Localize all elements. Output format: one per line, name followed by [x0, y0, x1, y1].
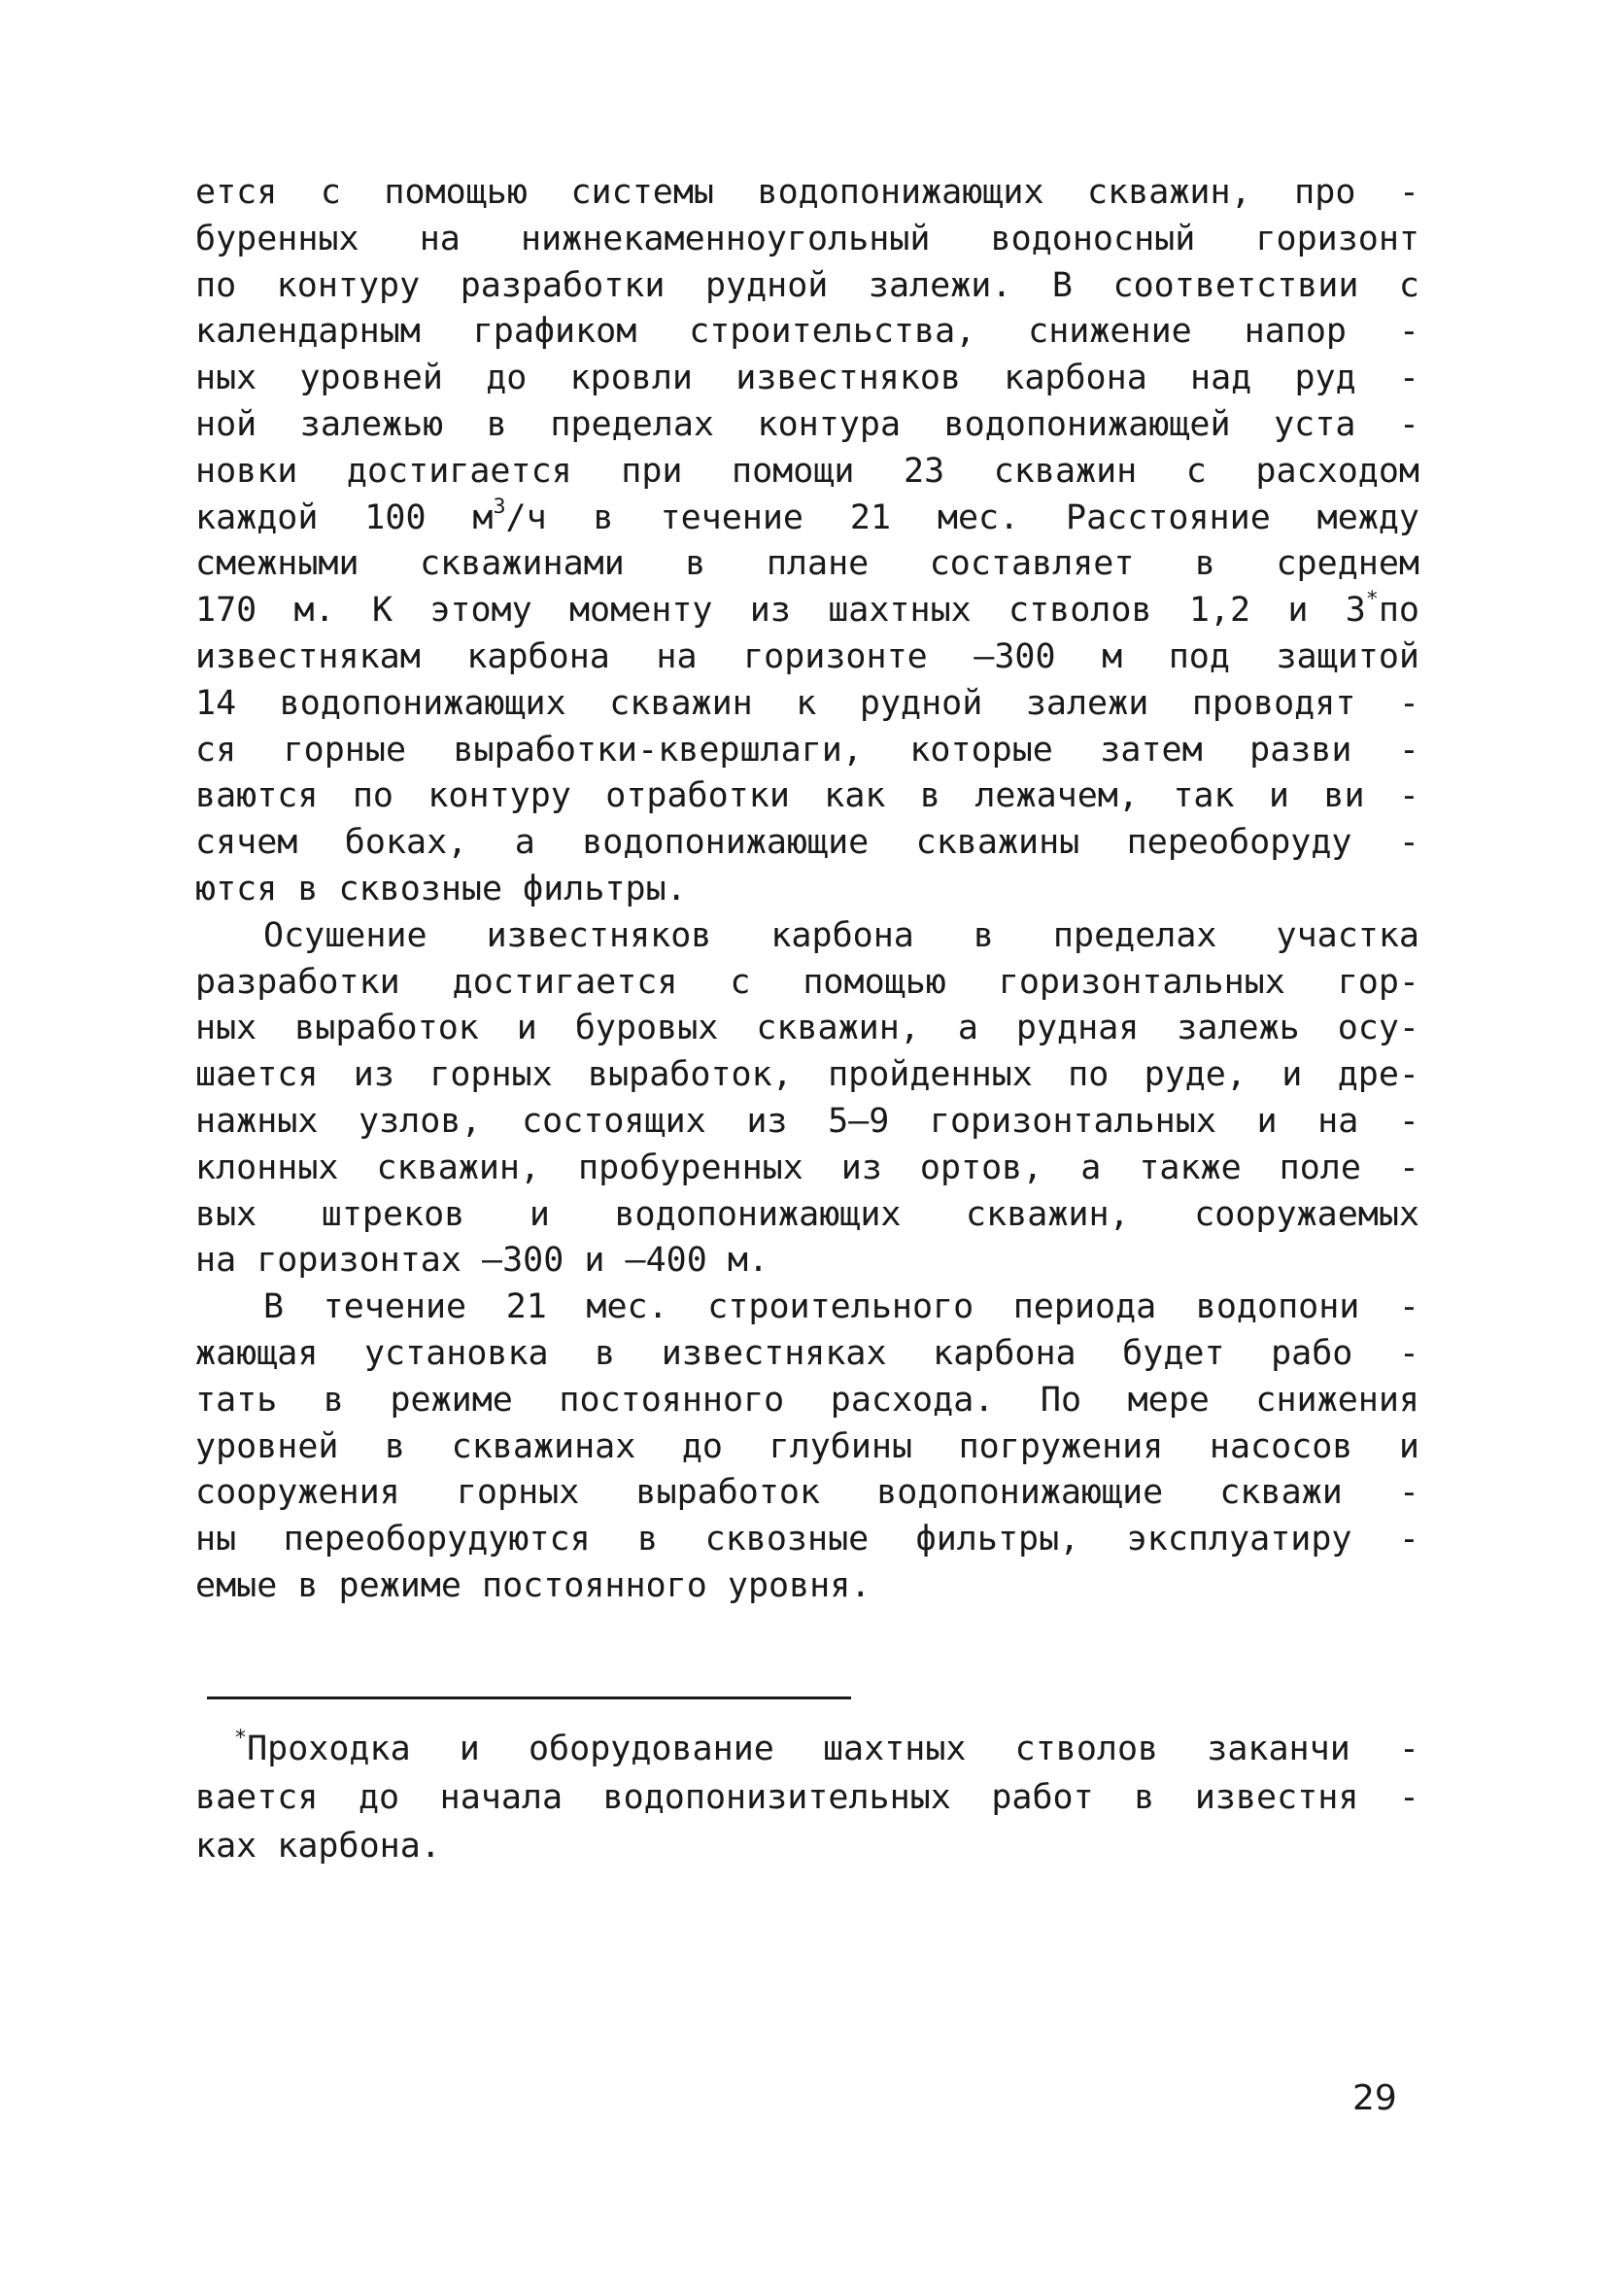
text-fragment: по: [1378, 591, 1419, 631]
text-line: ются в сквозные фильтры.: [195, 869, 687, 908]
text-line: ся горные выработки-квершлаги, которые затем разви -: [195, 730, 1419, 770]
footnote-marker: *: [1365, 587, 1379, 612]
text-line: [195, 496, 1419, 542]
text-line: шается из горных выработок, пройденных по руде, и дре-: [195, 1055, 1419, 1095]
text-line: новки достигается при помощи 23 скважин с расходом: [195, 451, 1419, 491]
text-line: В течение 21 мес. строительного периода водопони -: [263, 1287, 1419, 1327]
main-text: [195, 170, 1419, 1610]
footnote-divider: [207, 1696, 851, 1699]
text-line: клонных скважин, пробуренных из ортов, а также поле -: [195, 1148, 1419, 1187]
text-line: ной залежью в пределах контура водопонижающей уста -: [195, 404, 1419, 444]
superscript: 3: [493, 494, 506, 519]
text-line: жающая установка в известняках карбона будет рабо -: [195, 1333, 1419, 1373]
text-line: уровней в скважинах до глубины погружения насосов и: [195, 1426, 1419, 1466]
text-line: смежными скважинами в плане составляет в среднем: [195, 544, 1419, 584]
text-line: на горизонтах –300 и –400 м.: [195, 1241, 769, 1281]
text-line: известнякам карбона на горизонте –300 м под защитой: [195, 636, 1419, 676]
text-line: по контуру разработки рудной залежи. В соответствии с: [195, 265, 1419, 305]
text-line: нажных узлов, состоящих из 5–9 горизонтальных и на -: [195, 1101, 1419, 1141]
text-fragment: Проходка и оборудование шахтных стволов заканчи -: [247, 1730, 1419, 1768]
text-line: [195, 588, 1419, 634]
text-line: ны переоборудуются в сквозные фильтры, эксплуатиру -: [195, 1520, 1419, 1559]
text-line: разработки достигается с помощью горизонтальных гор-: [195, 962, 1419, 1002]
text-line: емые в режиме постоянного уровня.: [195, 1565, 871, 1605]
text-line: календарным графиком строительства, снижение напор -: [195, 312, 1419, 352]
text-line: сооружения горных выработок водопонижающие скважи -: [195, 1473, 1419, 1513]
page-number: 29: [1352, 2078, 1397, 2118]
text-fragment: каждой 100 м: [195, 497, 494, 537]
footnote-line: [195, 1725, 1419, 1773]
text-line: ных уровней до кровли известняков карбона над руд -: [195, 359, 1419, 398]
footnote: [195, 1725, 1419, 1870]
text-line: вых штреков и водопонижающих скважин, сооружаемых: [195, 1194, 1419, 1234]
text-line: буренных на нижнекаменноугольный водоносный горизонт: [195, 219, 1419, 258]
text-line: ваются по контуру отработки как в лежачем, так и ви -: [195, 776, 1419, 816]
text-fragment: /ч в течение 21 мес. Расстояние между: [505, 497, 1419, 537]
text-line: Осушение известняков карбона в пределах участка: [263, 915, 1419, 955]
text-line: тать в режиме постоянного расхода. По мере снижения: [195, 1380, 1419, 1420]
text-line: сячем боках, а водопонижающие скважины переоборуду -: [195, 823, 1419, 863]
text-fragment: 170 м. К этому моменту из шахтных стволов 1,2 и 3: [195, 591, 1366, 631]
text-line: 14 водопонижающих скважин к рудной залежи проводят -: [195, 683, 1419, 723]
footnote-marker: *: [234, 1726, 248, 1751]
footnote-line: вается до начала водопонизительных работ в известня -: [195, 1778, 1419, 1817]
text-line: ных выработок и буровых скважин, а рудная залежь осу-: [195, 1009, 1419, 1048]
text-line: ется с помощью системы водопонижающих скважин, про -: [195, 173, 1419, 212]
footnote-line: ках карбона.: [195, 1827, 441, 1866]
